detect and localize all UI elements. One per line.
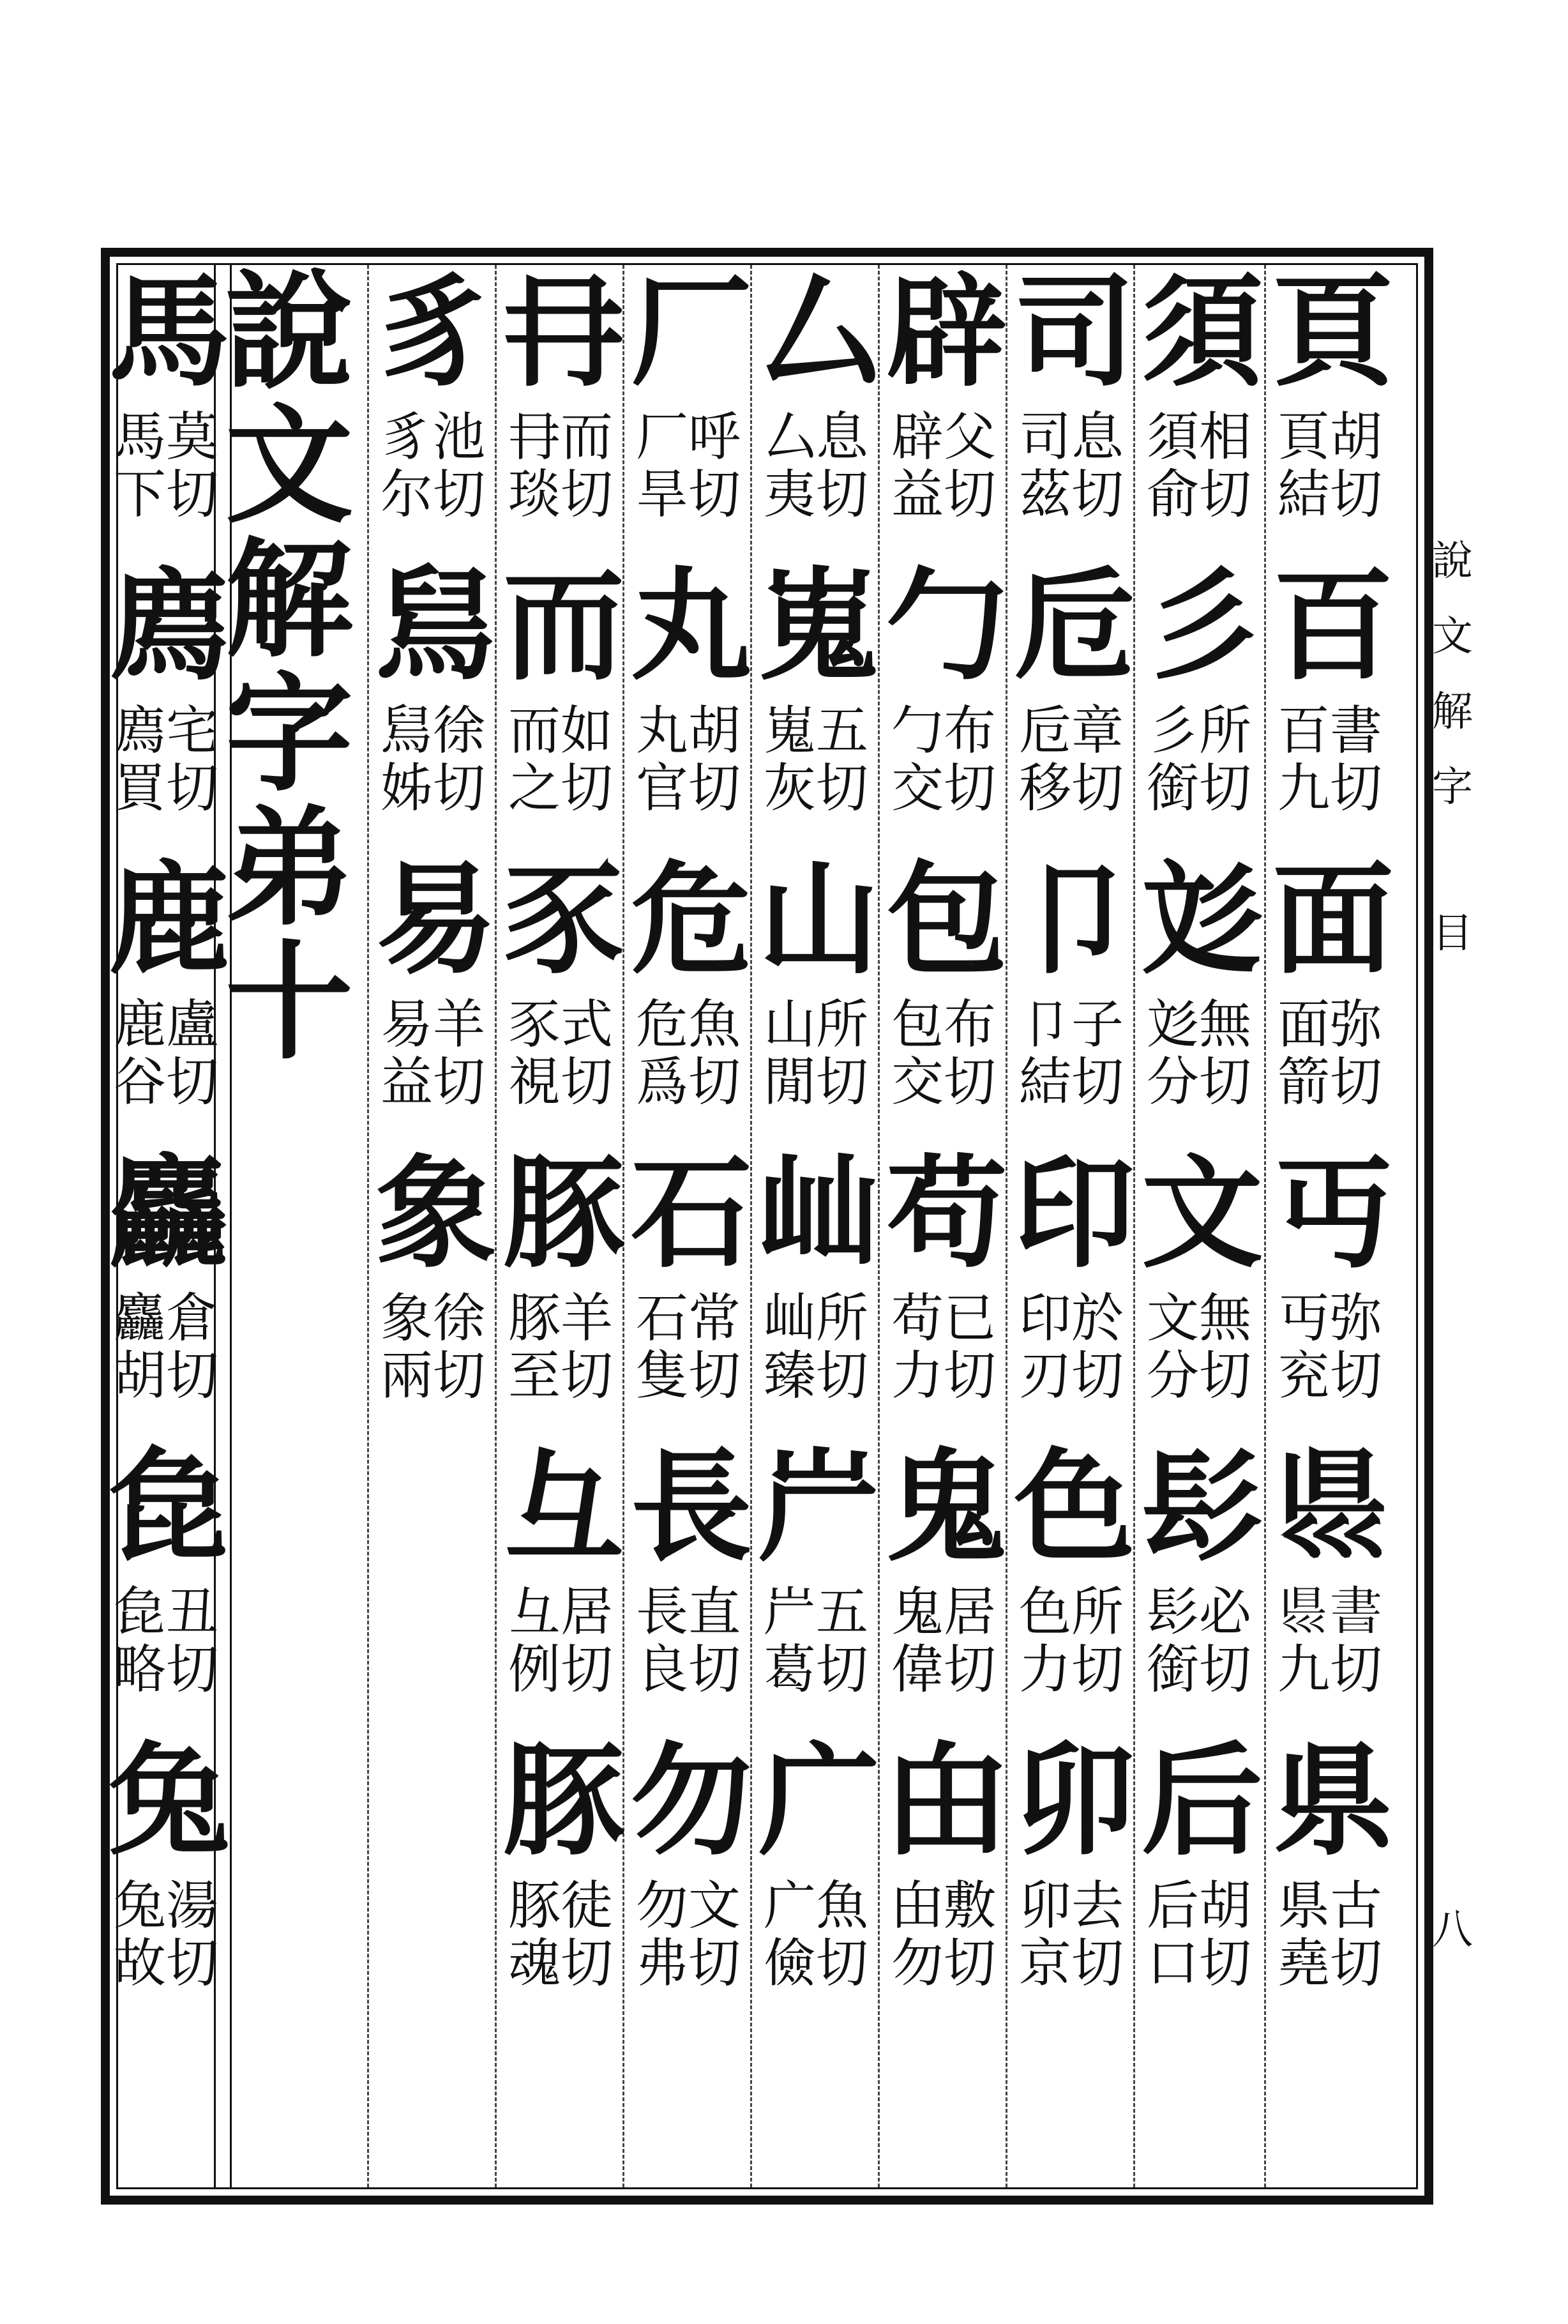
fanqie-annotation xyxy=(624,1290,752,1424)
seal-character: 卩 xyxy=(1013,848,1129,991)
fanqie-line: 色所 xyxy=(1018,1582,1124,1643)
fanqie-line: 勹布 xyxy=(891,701,996,761)
fanqie-line: 刃切 xyxy=(1018,1346,1124,1406)
fanqie-line: 九切 xyxy=(1277,758,1382,819)
fanqie-line: 馬莫 xyxy=(113,407,218,467)
fanqie-line: 隻切 xyxy=(635,1346,741,1406)
fanqie-annotation xyxy=(880,1584,1007,1718)
fanqie-line: 力切 xyxy=(891,1346,996,1406)
seal-character: 丏 xyxy=(1272,1142,1387,1284)
fanqie-line: 俞切 xyxy=(1146,464,1251,525)
fanqie-line: 交切 xyxy=(891,758,996,819)
fanqie-line: 口切 xyxy=(1146,1933,1251,1994)
running-head-char: 解 xyxy=(1432,688,1473,736)
fanqie-annotation xyxy=(752,409,880,543)
seal-character: 包 xyxy=(886,848,1001,991)
page-inner-border xyxy=(108,257,1418,2189)
fanqie-annotation xyxy=(497,1584,624,1718)
fanqie-line: 力切 xyxy=(1018,1639,1124,1700)
fanqie-line: 例切 xyxy=(508,1639,613,1700)
fanqie-line: 視切 xyxy=(508,1052,613,1113)
seal-character: 県 xyxy=(1272,1729,1387,1872)
seal-character: 苟 xyxy=(886,1142,1001,1284)
fanqie-annotation xyxy=(880,996,1007,1130)
fanqie-line: 益切 xyxy=(891,464,996,525)
seal-character: 屵 xyxy=(758,1436,873,1578)
fanqie-annotation xyxy=(497,409,624,543)
fanqie-line: 兖切 xyxy=(1277,1346,1382,1406)
fanqie-line: 長直 xyxy=(635,1582,741,1643)
column-4 xyxy=(878,261,1007,2187)
fanqie-line: 須相 xyxy=(1146,407,1251,467)
seal-character: 印 xyxy=(1013,1142,1129,1284)
running-head-char: 說 xyxy=(1432,538,1473,585)
fanqie-line: 舃徐 xyxy=(380,701,485,761)
fanqie-annotation xyxy=(1266,1878,1394,2012)
fanqie-line: 姊切 xyxy=(380,758,485,819)
seal-character: 彡 xyxy=(1141,554,1256,697)
fanqie-annotation xyxy=(497,1290,624,1424)
column-5 xyxy=(750,261,880,2187)
fanqie-line: 豚羊 xyxy=(508,1288,613,1349)
fanqie-line: 辟父 xyxy=(891,407,996,467)
fanqie-line: 之切 xyxy=(508,758,613,819)
seal-character: 鬼 xyxy=(886,1436,1001,1578)
fanqie-line: 苟已 xyxy=(891,1288,996,1349)
seal-character: 山 xyxy=(758,848,873,991)
fanqie-annotation xyxy=(497,703,624,837)
fanqie-annotation xyxy=(880,1290,1007,1424)
volume-title-column xyxy=(214,257,363,2187)
seal-character: 而 xyxy=(502,554,618,697)
fanqie-annotation xyxy=(497,1878,624,2012)
fanqie-line: 豸池 xyxy=(380,407,485,467)
seal-character: 广 xyxy=(758,1729,873,1872)
seal-character: 髟 xyxy=(1141,1436,1256,1578)
fanqie-line: 广魚 xyxy=(763,1876,868,1936)
seal-character: 冄 xyxy=(502,261,618,403)
fanqie-annotation xyxy=(752,703,880,837)
column-7 xyxy=(495,261,624,2187)
fanqie-annotation xyxy=(102,1584,230,1718)
fanqie-line: 象徐 xyxy=(380,1288,485,1349)
fanqie-line: 鹿盧 xyxy=(113,994,218,1055)
fanqie-line: 卮章 xyxy=(1018,701,1124,761)
fanqie-annotation xyxy=(624,409,752,543)
volume-title-char: 弟 xyxy=(225,793,353,943)
fanqie-annotation xyxy=(497,996,624,1130)
fanqie-annotation xyxy=(1135,409,1263,543)
fanqie-annotation xyxy=(1266,703,1394,837)
fanqie-annotation xyxy=(1135,1584,1263,1718)
seal-character: 廌 xyxy=(108,554,223,697)
fanqie-line: 弗切 xyxy=(635,1933,741,1994)
fanqie-line: 堯切 xyxy=(1277,1933,1382,1994)
volume-title-char: 說 xyxy=(225,257,353,407)
fanqie-line: 印於 xyxy=(1018,1288,1124,1349)
seal-character: 甶 xyxy=(886,1729,1001,1872)
fanqie-line: 豚徒 xyxy=(508,1876,613,1936)
fanqie-annotation xyxy=(880,703,1007,837)
volume-title-char: 十 xyxy=(225,927,353,1077)
fanqie-line: 箭切 xyxy=(1277,1052,1382,1113)
seal-character: 豕 xyxy=(502,848,618,991)
seal-character: 丸 xyxy=(630,554,746,697)
seal-character: 勹 xyxy=(886,554,1001,697)
fanqie-annotation xyxy=(102,996,230,1130)
seal-character: 卯 xyxy=(1013,1729,1129,1872)
seal-character: 辟 xyxy=(886,261,1001,403)
fanqie-line: 閒切 xyxy=(763,1052,868,1113)
fanqie-line: 兩切 xyxy=(380,1346,485,1406)
seal-character: 象 xyxy=(375,1142,490,1284)
fanqie-annotation xyxy=(102,409,230,543)
fanqie-line: 㲋丑 xyxy=(113,1582,218,1643)
fanqie-annotation xyxy=(369,1290,497,1424)
fanqie-line: 而如 xyxy=(508,701,613,761)
seal-character: 勿 xyxy=(630,1729,746,1872)
column-6 xyxy=(622,261,752,2187)
fanqie-line: 勿文 xyxy=(635,1876,741,1936)
fanqie-line: 魂切 xyxy=(508,1933,613,1994)
fanqie-annotation xyxy=(1007,703,1135,837)
fanqie-line: 至切 xyxy=(508,1346,613,1406)
fanqie-annotation xyxy=(752,1290,880,1424)
fanqie-line: 鬼居 xyxy=(891,1582,996,1643)
seal-character: 豚 xyxy=(502,1142,618,1284)
seal-character: 司 xyxy=(1013,261,1129,403)
fanqie-line: 易羊 xyxy=(380,994,485,1055)
fanqie-line: 分切 xyxy=(1146,1346,1251,1406)
column-8 xyxy=(367,261,497,2187)
fanqie-line: 廌宅 xyxy=(113,701,218,761)
fanqie-annotation xyxy=(1007,1584,1135,1718)
fanqie-line: 石常 xyxy=(635,1288,741,1349)
fanqie-line: 厂呼 xyxy=(635,407,741,467)
section-label: 目 xyxy=(1432,910,1473,957)
fanqie-line: 九切 xyxy=(1277,1639,1382,1700)
fanqie-line: 頁胡 xyxy=(1277,407,1382,467)
running-head xyxy=(1424,524,1481,825)
seal-character: 厶 xyxy=(758,261,873,403)
fanqie-line: 后胡 xyxy=(1146,1876,1251,1936)
fanqie-line: 屵五 xyxy=(763,1582,868,1643)
fanqie-annotation xyxy=(369,996,497,1130)
fanqie-line: 臻切 xyxy=(763,1346,868,1406)
fanqie-annotation xyxy=(1007,1290,1135,1424)
seal-character: 石 xyxy=(630,1142,746,1284)
fanqie-line: 略切 xyxy=(113,1639,218,1700)
volume-title-char: 字 xyxy=(225,659,353,809)
fanqie-line: 甶敷 xyxy=(891,1876,996,1936)
fanqie-line: 髟必 xyxy=(1146,1582,1251,1643)
seal-character: 麤 xyxy=(108,1142,223,1284)
fanqie-line: 冄而 xyxy=(508,407,613,467)
page-frame xyxy=(101,248,1433,2205)
seal-character: 長 xyxy=(630,1436,746,1578)
fanqie-line: 結切 xyxy=(1277,464,1382,525)
volume-title-char: 解 xyxy=(225,525,353,675)
seal-character: 嵬 xyxy=(758,554,873,697)
fanqie-line: 良切 xyxy=(635,1639,741,1700)
column-9 xyxy=(102,261,232,2187)
seal-character: 彣 xyxy=(1141,848,1256,991)
fanqie-annotation xyxy=(1135,1878,1263,2012)
fanqie-line: 丸胡 xyxy=(635,701,741,761)
running-head-char: 字 xyxy=(1432,764,1473,811)
fanqie-line: 故切 xyxy=(113,1933,218,1994)
fanqie-line: 県古 xyxy=(1277,1876,1382,1936)
fanqie-line: 交切 xyxy=(891,1052,996,1113)
seal-character: 豸 xyxy=(375,261,490,403)
seal-character: 面 xyxy=(1272,848,1387,991)
seal-character: 彑 xyxy=(502,1436,618,1578)
fanqie-line: 移切 xyxy=(1018,758,1124,819)
fanqie-line: 卯去 xyxy=(1018,1876,1124,1936)
seal-character: 文 xyxy=(1141,1142,1256,1284)
seal-character: 㲋 xyxy=(108,1436,223,1578)
seal-character: 危 xyxy=(630,848,746,991)
fanqie-line: 結切 xyxy=(1018,1052,1124,1113)
fanqie-line: 下切 xyxy=(113,464,218,525)
fanqie-line: 丏弥 xyxy=(1277,1288,1382,1349)
fanqie-line: 𥄉書 xyxy=(1277,1582,1382,1643)
fanqie-line: 儉切 xyxy=(763,1933,868,1994)
fanqie-line: 益切 xyxy=(380,1052,485,1113)
fanqie-line: 琰切 xyxy=(508,464,613,525)
fanqie-line: 豕式 xyxy=(508,994,613,1055)
fanqie-line: 嵬五 xyxy=(763,701,868,761)
fanqie-annotation xyxy=(102,1290,230,1424)
fanqie-line: 茲切 xyxy=(1018,464,1124,525)
seal-character: 后 xyxy=(1141,1729,1256,1872)
fanqie-line: 旱切 xyxy=(635,464,741,525)
seal-character: 屾 xyxy=(758,1142,873,1284)
fanqie-annotation xyxy=(624,1584,752,1718)
fanqie-line: 谷切 xyxy=(113,1052,218,1113)
fanqie-line: 屾所 xyxy=(763,1288,868,1349)
fanqie-annotation xyxy=(1007,996,1135,1130)
fanqie-line: 厶息 xyxy=(763,407,868,467)
fanqie-line: 勿切 xyxy=(891,1933,996,1994)
fanqie-line: 尔切 xyxy=(380,464,485,525)
fanqie-annotation xyxy=(369,409,497,543)
fanqie-line: 文無 xyxy=(1146,1288,1251,1349)
fanqie-annotation xyxy=(752,1584,880,1718)
fanqie-annotation xyxy=(752,1878,880,2012)
fanqie-annotation xyxy=(1007,1878,1135,2012)
fanqie-line: 爲切 xyxy=(635,1052,741,1113)
seal-character: 𥄉 xyxy=(1272,1436,1387,1578)
fanqie-annotation xyxy=(624,703,752,837)
fanqie-line: 夷切 xyxy=(763,464,868,525)
fanqie-line: 銜切 xyxy=(1146,758,1251,819)
fanqie-line: 銜切 xyxy=(1146,1639,1251,1700)
fanqie-annotation xyxy=(1266,1584,1394,1718)
page-number: 八 xyxy=(1432,1906,1473,1954)
fanqie-annotation xyxy=(102,1878,230,2012)
fanqie-line: 山所 xyxy=(763,994,868,1055)
fanqie-line: 面弥 xyxy=(1277,994,1382,1055)
volume-title-char: 文 xyxy=(225,391,353,541)
fanqie-line: 卩子 xyxy=(1018,994,1124,1055)
seal-character: 舃 xyxy=(375,554,490,697)
column-2 xyxy=(1133,261,1263,2187)
fanqie-line: 百書 xyxy=(1277,701,1382,761)
fanqie-annotation xyxy=(1266,409,1394,543)
fanqie-line: 兔湯 xyxy=(113,1876,218,1936)
fanqie-annotation xyxy=(1007,409,1135,543)
column-3 xyxy=(1006,261,1135,2187)
seal-character: 兔 xyxy=(108,1729,223,1872)
fanqie-line: 分切 xyxy=(1146,1052,1251,1113)
seal-character: 百 xyxy=(1272,554,1387,697)
running-head-char: 文 xyxy=(1432,613,1473,660)
fanqie-line: 麤倉 xyxy=(113,1288,218,1349)
seal-character: 馬 xyxy=(108,261,223,403)
fanqie-annotation xyxy=(1266,1290,1394,1424)
fanqie-line: 彣無 xyxy=(1146,994,1251,1055)
fanqie-annotation xyxy=(880,409,1007,543)
seal-character: 須 xyxy=(1141,261,1256,403)
seal-character: 易 xyxy=(375,848,490,991)
seal-character: 鹿 xyxy=(108,848,223,991)
fanqie-annotation xyxy=(369,703,497,837)
column-1 xyxy=(1264,261,1394,2187)
fanqie-line: 偉切 xyxy=(891,1639,996,1700)
fanqie-annotation xyxy=(1266,996,1394,1130)
fanqie-annotation xyxy=(624,1878,752,2012)
fanqie-line: 胡切 xyxy=(113,1346,218,1406)
seal-character: 卮 xyxy=(1013,554,1129,697)
fanqie-annotation xyxy=(752,996,880,1130)
fanqie-annotation xyxy=(880,1878,1007,2012)
fanqie-line: 京切 xyxy=(1018,1933,1124,1994)
fanqie-annotation xyxy=(1135,1290,1263,1424)
fanqie-line: 彑居 xyxy=(508,1582,613,1643)
fanqie-line: 買切 xyxy=(113,758,218,819)
fanqie-line: 包布 xyxy=(891,994,996,1055)
seal-character: 頁 xyxy=(1272,261,1387,403)
fanqie-line: 彡所 xyxy=(1146,701,1251,761)
fanqie-line: 灰切 xyxy=(763,758,868,819)
fanqie-line: 葛切 xyxy=(763,1639,868,1700)
fanqie-line: 危魚 xyxy=(635,994,741,1055)
fanqie-line: 官切 xyxy=(635,758,741,819)
seal-character: 色 xyxy=(1013,1436,1129,1578)
fanqie-line: 司息 xyxy=(1018,407,1124,467)
fanqie-annotation xyxy=(1135,703,1263,837)
seal-character: 豚 xyxy=(502,1729,618,1872)
seal-character: 厂 xyxy=(630,261,746,403)
fanqie-annotation xyxy=(102,703,230,837)
fanqie-annotation xyxy=(624,996,752,1130)
fanqie-annotation xyxy=(1135,996,1263,1130)
